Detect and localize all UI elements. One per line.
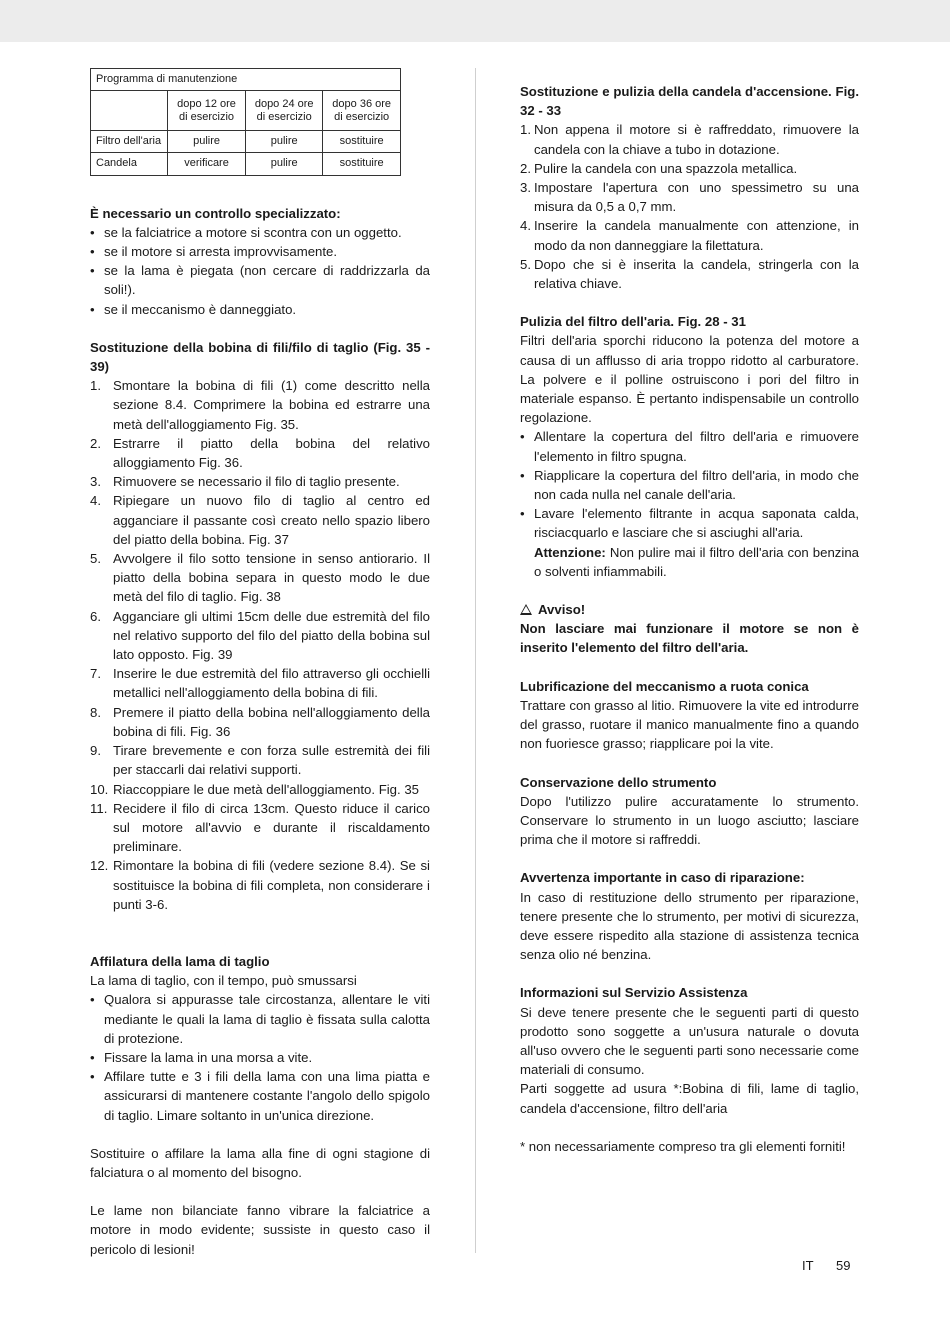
control-list [90, 223, 430, 319]
sharpen-heading: Affilatura della lama di taglio [90, 953, 270, 969]
list-item: 3. Impostare l'apertura con uno spessimetro su una misura da 0,5 a 0,7 mm. [520, 180, 859, 215]
filter-heading: Pulizia del filtro dell'aria. Fig. 28 - 31 [520, 314, 746, 330]
warning-text: Non lasciare mai funzionare il motore se non è inserito l'elemento del filtro dell'aria. [520, 621, 859, 656]
gear-text: Trattare con grasso al litio. Rimuovere la vite ed introdurre del grasso, ruotare il manico manualmente fino a quando non fuoriesce grasso; riapplicare poi la vite. [520, 697, 859, 752]
list-item: • se la lama è piegata (non cercare di raddrizzarla da soli!). [90, 261, 430, 299]
sharpen-paragraph: Le lame non bilanciate fanno vibrare la falciatrice a motore in modo evidente; sussiste in questo caso il pericolo di lesioni! [90, 1203, 430, 1257]
list-item: 11. Recidere il filo di circa 13cm. Questo riduce il carico sul motore all'avvio e durante il riscaldamento preliminare. [90, 800, 430, 855]
list-item: • se la falciatrice a motore si scontra con un oggetto. [90, 223, 430, 242]
list-item: • Lavare l'elemento filtrante in acqua saponata calda, risciacquarlo e lasciare che si asciughi all'aria. [520, 504, 859, 542]
service-text: Parti soggette ad usura *:Bobina di fili, lame di taglio, candela d'accensione, filtro dell'aria [520, 1081, 859, 1116]
repair-text: In caso di restituzione dello strumento per riparazione, tenere presente che lo strumento, per motivi di sicurezza, deve essere rispedito alla stazione di assistenza tecnica senza olio né benzina. [520, 889, 859, 963]
list-item: • se il meccanismo è danneggiato. [90, 300, 430, 319]
service-footnote: * non necessariamente compreso tra gli elementi forniti! [520, 1138, 846, 1154]
list-item: 9. Tirare brevemente e con forza sulle estremità dei fili per staccarli dai relativi supporti. [90, 743, 430, 778]
table-header-cell [91, 91, 168, 131]
table-cell: sostituire [323, 153, 401, 175]
list-item: 7. Inserire le due estremità del filo attraverso gli occhielli metallici nell'alloggiamento della bobina di fili. [90, 666, 430, 701]
table-header-cell: dopo 12 ore di esercizio [168, 91, 246, 131]
gear-heading: Lubrificazione del meccanismo a ruota conica [520, 678, 809, 694]
table-row [91, 131, 401, 153]
list-item: • Riapplicare la copertura del filtro dell'aria, in modo che non cada nulla nel canale dell'aria. [520, 466, 859, 504]
list-item: 10. Riaccoppiare le due metà dell'alloggiamento. Fig. 35 [90, 781, 420, 797]
list-item: • Qualora si appurasse tale circostanza, allentare le viti mediante le quali la lama di taglio è fissata sulla calotta di protezione. [90, 990, 430, 1048]
page-number: 59 [836, 1258, 851, 1273]
filter-attention: Attenzione: Non pulire mai il filtro dell'aria con benzina o solventi infiammabili. [534, 544, 859, 579]
service-heading: Informazioni sul Servizio Assistenza [520, 985, 748, 1001]
spool-steps [90, 376, 430, 914]
table-header-cell: dopo 24 ore di esercizio [246, 91, 323, 131]
warning-title: Avviso! [520, 600, 859, 619]
table-cell: Filtro dell'aria [91, 131, 168, 153]
table-cell: pulire [168, 131, 246, 153]
list-item: 4. Ripiegare un nuovo filo di taglio al centro ed agganciare il passante così creato nello spazio libero del piatto della bobina. Fig. 37 [90, 493, 430, 547]
top-bar [0, 0, 950, 42]
column-divider [475, 68, 476, 1253]
list-item: 2. Pulire la candela con una spazzola metallica. [520, 160, 798, 176]
table-cell: sostituire [323, 131, 401, 153]
list-item: • se il motore si arresta improvvisamente. [90, 242, 430, 261]
sharpen-paragraph: Sostituire o affilare la lama alla fine di ogni stagione di falciatura o al momento del bisogno. [90, 1145, 430, 1180]
warning-icon [520, 604, 532, 615]
footer-language: IT [802, 1258, 814, 1273]
table-cell: verificare [168, 153, 246, 175]
filter-intro: Filtri dell'aria sporchi riducono la potenza del motore a causa di un afflusso di aria troppo ridotto al carburatore. La polvere e il polline ostruiscono i pori del filtro in materiale espanso. È pertanto indispensabile un controllo regolazione. [520, 333, 859, 426]
list-item: 1. Non appena il motore si è raffreddato, rimuovere la candela con la chiave a tubo in dotazione. [520, 122, 859, 157]
table-cell: pulire [246, 153, 323, 175]
sharpen-intro: La lama di taglio, con il tempo, può smussarsi [90, 973, 357, 989]
table-header-cell: dopo 36 ore di esercizio [323, 91, 401, 131]
spool-heading: Sostituzione della bobina di fili/filo di taglio (Fig. 35 - 39) [90, 339, 430, 375]
plug-steps [520, 120, 859, 293]
list-item: 2. Estrarre il piatto della bobina del relativo alloggiamento Fig. 36. [90, 435, 430, 471]
storage-heading: Conservazione dello strumento [520, 774, 717, 790]
filter-list [520, 427, 859, 542]
list-item: 5. Dopo che si è inserita la candela, stringerla con la relativa chiave. [520, 256, 859, 292]
storage-text: Dopo l'utilizzo pulire accuratamente lo strumento. Conservare lo strumento in un luogo asciutto; lasciare prima che il motore si raffreddi. [520, 793, 859, 848]
service-text: Si deve tenere presente che le seguenti parti di questo prodotto sono soggette a un'usura naturale o dovuta all'uso ovvero che le seguenti parti sono necessarie come materiali di consumo. [520, 1004, 859, 1078]
table-row [91, 153, 401, 175]
left-column [90, 68, 430, 1259]
plug-heading: Sostituzione e pulizia della candela d'accensione. Fig. 32 - 33 [520, 84, 859, 119]
list-item: 4. Inserire la candela manualmente con attenzione, in modo da non danneggiare la filettatura. [520, 218, 859, 253]
table-title: Programma di manutenzione [91, 69, 401, 91]
list-item: • Fissare la lama in una morsa a vite. [90, 1048, 430, 1067]
control-heading: È necessario un controllo specializzato: [90, 205, 341, 221]
table-header-row [91, 91, 401, 131]
table-cell: pulire [246, 131, 323, 153]
list-item: 8. Premere il piatto della bobina nell'alloggiamento della bobina di fili. Fig. 36 [90, 704, 430, 739]
list-item: 6. Agganciare gli ultimi 15cm delle due estremità del filo nel relativo supporto del filo del piatto della bobina sul lato opposto. Fig. 39 [90, 608, 430, 663]
list-item: 3. Rimuovere se necessario il filo di taglio presente. [90, 474, 400, 490]
list-item: • Allentare la copertura del filtro dell'aria e rimuovere l'elemento in filtro spugna. [520, 427, 859, 465]
table-cell: Candela [91, 153, 168, 175]
list-item: 1. Smontare la bobina di fili (1) come descritto nella sezione 8.4. Comprimere la bobina ed estrarre una metà dell'alloggiamento Fig. 35. [90, 378, 430, 432]
maintenance-table [90, 68, 401, 176]
list-item: 5. Avvolgere il filo sotto tensione in senso antiorario. Il piatto della bobina separa in questo modo le due metà del filo di taglio. Fig. 38 [90, 551, 430, 605]
sharpen-list [90, 990, 430, 1124]
list-item: • Affilare tutte e 3 i fili della lama con una lima piatta e assicurarsi di mantenere costante l'angolo dello spigolo di taglio. Limare soltanto in un'unica direzione. [90, 1067, 430, 1125]
repair-heading: Avvertenza importante in caso di riparazione: [520, 870, 805, 886]
list-item: 12. Rimontare la bobina di fili (vedere sezione 8.4). Se si sostituisce la bobina di fili completa, non considerare i punti 3-6. [90, 858, 430, 912]
right-column [520, 82, 859, 1156]
